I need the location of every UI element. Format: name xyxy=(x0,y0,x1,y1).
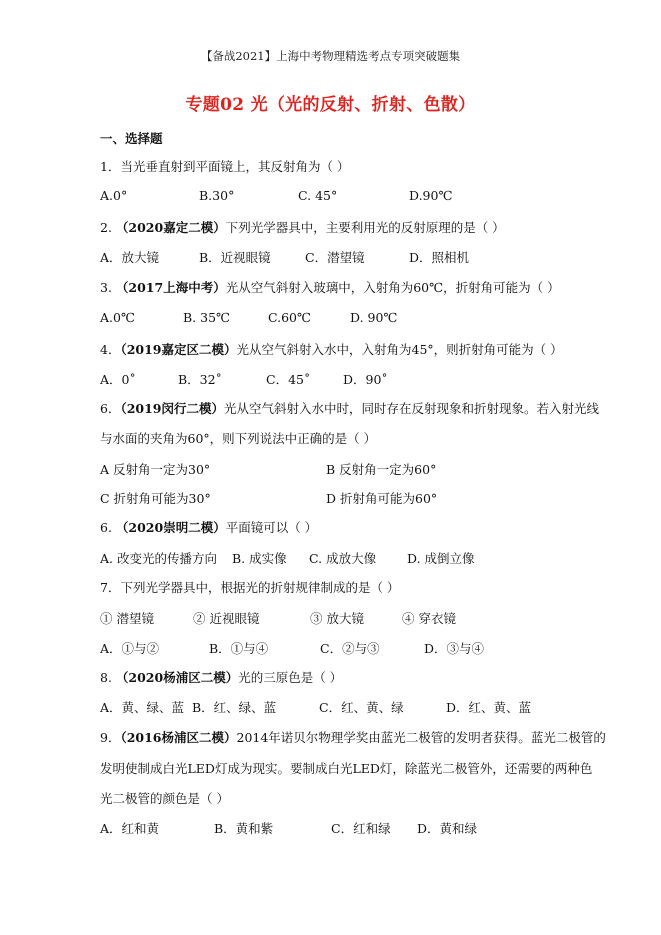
question-8-option-b: B．红、绿、蓝 xyxy=(192,700,277,715)
question-8-text: 光的三原色是（ ） xyxy=(238,670,343,685)
question-6b-option-a: A. 改变光的传播方向 xyxy=(100,551,217,566)
page-title: 专题02 光（光的反射、折射、色散） xyxy=(185,95,476,115)
question-7-item-3: ③ 放大镜 xyxy=(310,611,364,626)
question-9-text: 2014年诺贝尔物理学奖由蓝光二极管的发明者获得。蓝光二极管的 xyxy=(236,730,606,745)
question-2-number: 2. xyxy=(100,220,116,235)
question-1-option-d: D.90℃ xyxy=(409,188,453,203)
question-6a-number: 6． xyxy=(100,401,121,416)
question-8-stem xyxy=(100,668,570,686)
question-6b-stem xyxy=(100,518,570,536)
question-7-item-4: ④ 穿衣镜 xyxy=(402,611,456,626)
question-7-stem: 7．下列光学器具中，根据光的折射规律制成的是（ ） xyxy=(100,580,400,595)
question-1-stem: 1．当光垂直射到平面镜上，其反射角为（ ） xyxy=(100,159,350,174)
question-9-option-d: D．黄和绿 xyxy=(417,821,478,836)
question-9-option-c: C．红和绿 xyxy=(331,821,391,836)
question-3-option-d: D. 90℃ xyxy=(350,310,398,325)
question-6a-text: 光从空气斜射入水中时，同时存在反射现象和折射现象。若入射光线 xyxy=(224,401,600,416)
question-9-stem-line3: 光二极管的颜色是（ ） xyxy=(100,791,229,806)
question-6a-source: （2019闵行二模） xyxy=(120,401,224,416)
question-2-stem xyxy=(100,218,570,236)
question-6b-number: 6. xyxy=(100,520,116,535)
question-9-option-b: B．黄和紫 xyxy=(214,821,274,836)
question-6b-option-d: D. 成倒立像 xyxy=(407,551,475,566)
question-8-option-c: C．红、黄、绿 xyxy=(319,700,404,715)
question-9-option-a: A．红和黄 xyxy=(100,821,160,836)
question-2-option-d: D．照相机 xyxy=(409,250,470,265)
question-1-option-a: A.0° xyxy=(100,188,128,203)
question-6a-option-a: A 反射角一定为30° xyxy=(100,462,211,477)
question-3-option-b: B. 35℃ xyxy=(183,310,231,325)
question-8-source: （2020杨浦区二模） xyxy=(115,670,239,685)
question-6b-option-b: B. 成实像 xyxy=(232,551,287,566)
question-3-stem xyxy=(100,278,570,296)
question-6a-option-b: B 反射角一定为60° xyxy=(326,462,437,477)
question-1-option-c: C. 45° xyxy=(298,188,338,203)
question-3-text: 光从空气斜射入玻璃中，入射角为60℃，折射角可能为（ ） xyxy=(225,280,560,295)
question-7-option-d: D．③与④ xyxy=(424,641,485,656)
question-7-item-1: ① 潜望镜 xyxy=(100,611,154,626)
question-9-stem-line2: 发明使制成白光LED灯成为现实。要制成白光LED灯，除蓝光二极管外，还需要的两种色 xyxy=(100,761,593,776)
question-4-source: （2019嘉定区二模） xyxy=(120,342,237,357)
question-4-number: 4． xyxy=(100,342,121,357)
question-2-source: （2020嘉定二模） xyxy=(115,220,226,235)
question-6b-text: 平面镜可以（ ） xyxy=(225,520,318,535)
page-header: 【备战2021】上海中考物理精选考点专项突破题集 xyxy=(200,49,461,63)
question-7-option-b: B．①与④ xyxy=(209,641,269,656)
question-8-option-a: A．黄、绿、蓝 xyxy=(100,700,185,715)
question-8-number: 8. xyxy=(100,670,116,685)
question-1-option-b: B.30° xyxy=(199,188,235,203)
question-2-option-c: C．潜望镜 xyxy=(305,250,365,265)
question-4-option-a: A．0˚ xyxy=(100,372,136,387)
question-9-source: （2016杨浦区二模） xyxy=(120,730,237,745)
question-4-option-d: D．90˚ xyxy=(343,372,388,387)
question-4-text: 光从空气斜射入水中，入射角为45°，则折射角可能为（ ） xyxy=(236,342,563,357)
section-heading: 一、选择题 xyxy=(100,131,163,146)
question-7-option-c: C．②与③ xyxy=(320,641,380,656)
question-6a-stem-line2: 与水面的夹角为60°，则下列说法中正确的是（ ） xyxy=(100,431,377,446)
question-2-text: 下列光学器具中，主要利用光的反射原理的是（ ） xyxy=(225,220,505,235)
question-4-option-c: C．45˚ xyxy=(266,372,311,387)
question-2-option-b: B．近视眼镜 xyxy=(199,250,271,265)
question-3-source: （2017上海中考） xyxy=(115,280,226,295)
question-6a-option-c: C 折射角可能为30° xyxy=(100,491,211,506)
question-3-number: 3. xyxy=(100,280,116,295)
question-2-option-a: A．放大镜 xyxy=(100,250,160,265)
question-6b-source: （2020崇明二模） xyxy=(115,520,226,535)
question-9-stem xyxy=(100,728,606,746)
question-4-stem xyxy=(100,340,570,358)
question-3-option-a: A.0℃ xyxy=(100,310,135,325)
question-6a-stem xyxy=(100,399,600,417)
question-7-option-a: A．①与② xyxy=(100,641,160,656)
question-7-item-2: ② 近视眼镜 xyxy=(193,611,260,626)
question-9-number: 9． xyxy=(100,730,121,745)
question-3-option-c: C.60℃ xyxy=(268,310,311,325)
question-6b-option-c: C. 成放大像 xyxy=(309,551,377,566)
question-6a-option-d: D 折射角可能为60° xyxy=(326,491,438,506)
question-4-option-b: B．32˚ xyxy=(178,372,222,387)
question-8-option-d: D．红、黄、蓝 xyxy=(446,700,532,715)
